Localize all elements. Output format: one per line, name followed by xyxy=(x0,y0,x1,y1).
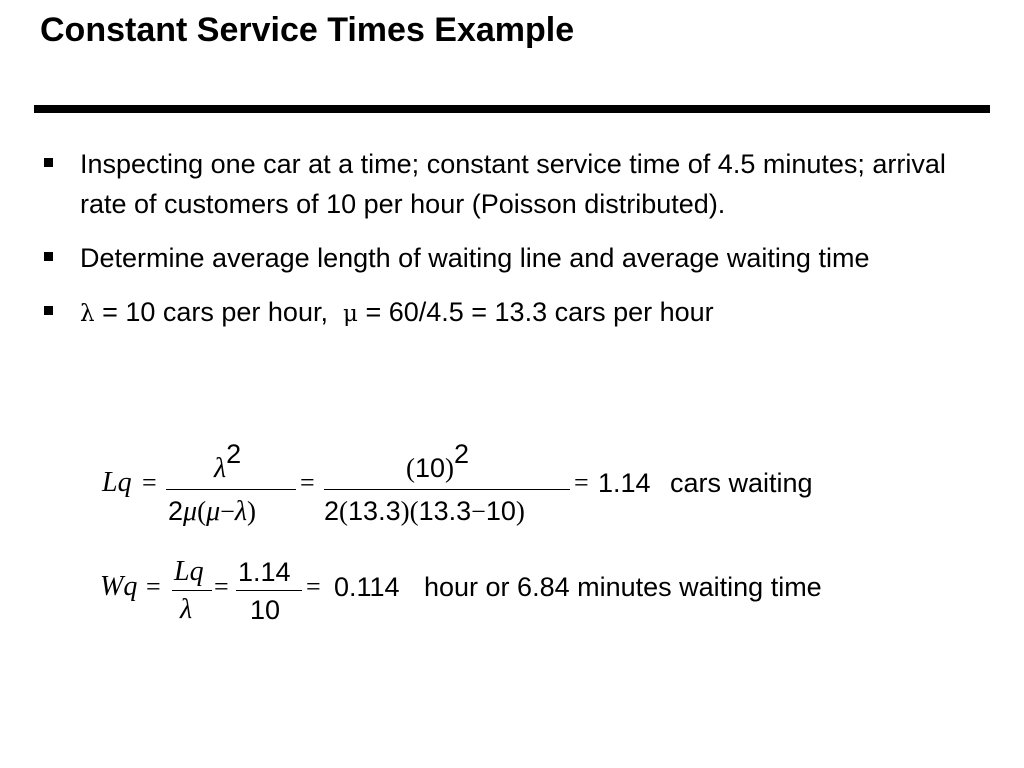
bullet-text-2: Determine average length of waiting line and average waiting time xyxy=(80,243,870,273)
lq-denominator-2: 2(13.3)(13.3−10) xyxy=(324,496,525,526)
mu-symbol: μ xyxy=(342,301,358,327)
lq-numerator-1: λ2 xyxy=(214,439,242,484)
wq-numerator-1: Lq xyxy=(174,556,204,587)
lq-lhs: Lq xyxy=(102,467,132,498)
lq-result: 1.14 xyxy=(598,468,651,498)
wq-equals-3: = xyxy=(306,572,321,601)
wq-lhs: Wq xyxy=(100,571,138,602)
bullet-text-1: Inspecting one car at a time; constant service time of 4.5 minutes; arrival rate of customers of 10 per hour (Poisson distributed). xyxy=(80,149,946,219)
wq-equals-1: = xyxy=(146,572,161,601)
wq-numerator-2: 1.14 xyxy=(238,557,291,587)
slide-title: Constant Service Times Example xyxy=(40,11,575,49)
wq-fraction-line-2 xyxy=(236,590,302,591)
lq-equals-2: = xyxy=(300,468,315,497)
wq-result-text: hour or 6.84 minutes waiting time xyxy=(424,572,822,602)
lq-denominator-1: 2μ(μ−λ) xyxy=(168,496,256,527)
lq-result-text: cars waiting xyxy=(670,468,813,498)
wq-equals-2: = xyxy=(214,572,229,601)
wq-denominator-2: 10 xyxy=(250,595,281,625)
lambda-symbol: λ xyxy=(80,301,95,327)
lq-equals-1: = xyxy=(142,468,157,497)
lq-numerator-2: (10)2 xyxy=(406,439,470,483)
lq-equals-3: = xyxy=(574,468,589,497)
lambda-definition: = 10 cars per hour, xyxy=(94,297,328,327)
wq-fraction-line-1 xyxy=(172,590,212,591)
wq-result: 0.114 xyxy=(334,572,400,602)
wq-denominator-1: λ xyxy=(180,594,193,625)
mu-definition: = 60/4.5 = 13.3 cars per hour xyxy=(357,297,714,327)
